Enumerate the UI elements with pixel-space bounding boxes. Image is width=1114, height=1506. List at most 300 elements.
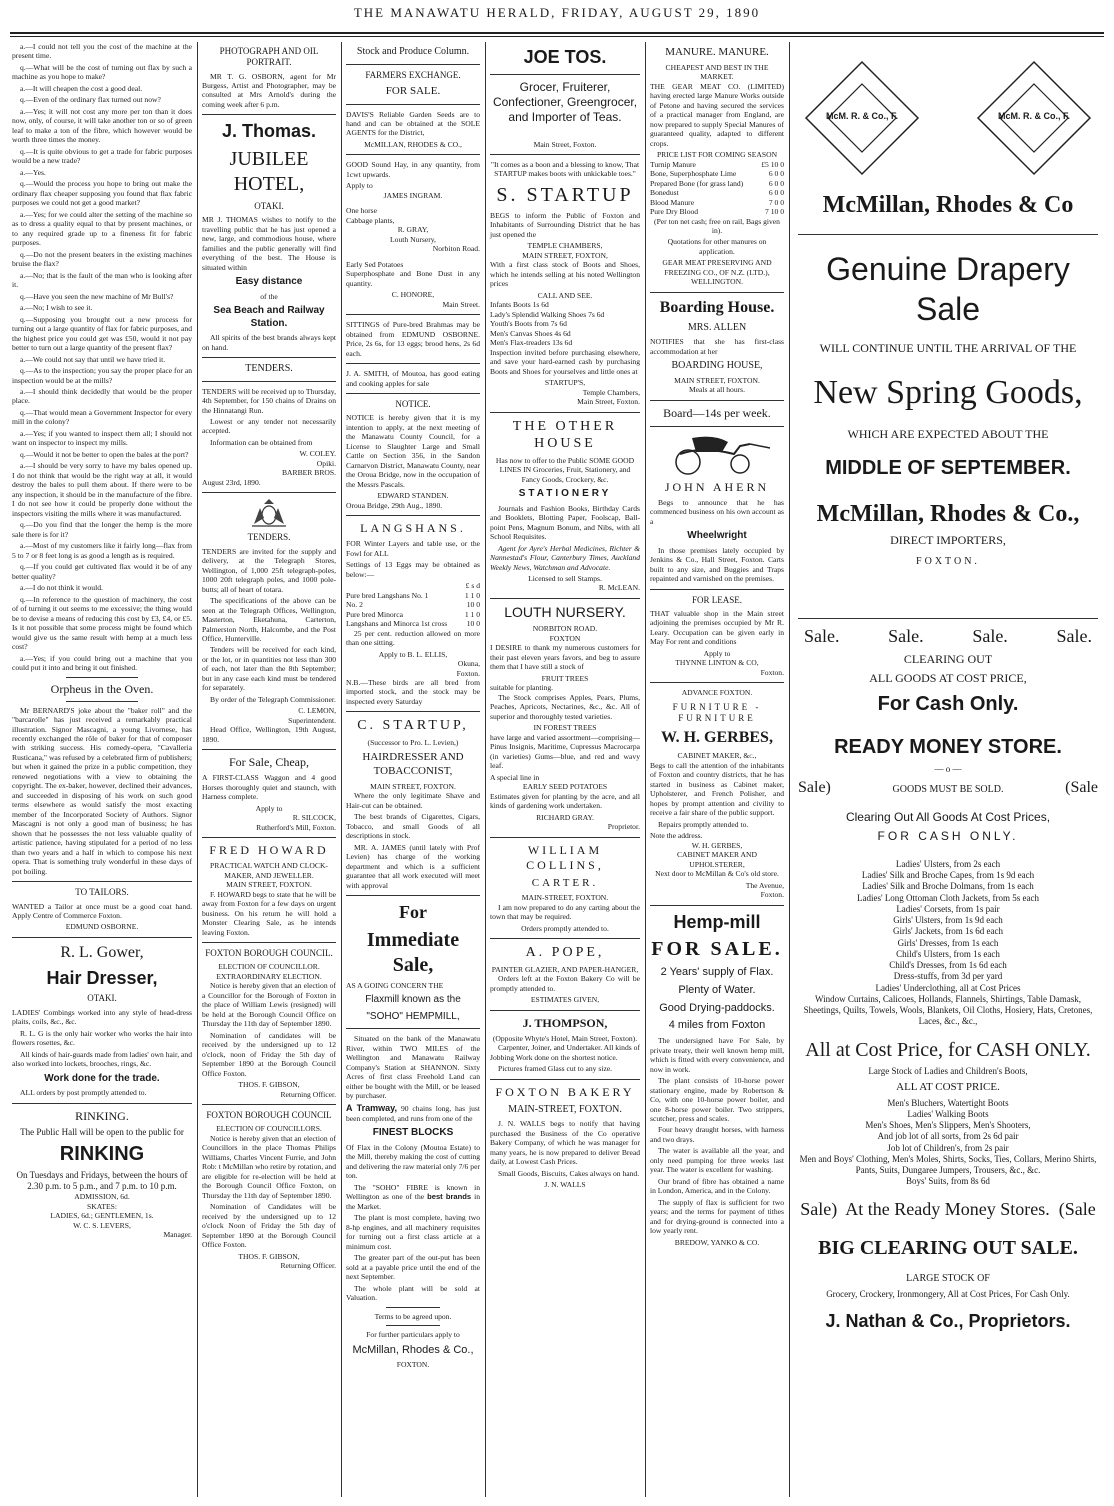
collins-address: MAIN-STREET, FOXTON. (521, 893, 609, 903)
clearance-item: Child's Dresses, from 1s 6d each (889, 960, 1007, 970)
clearance-item: Ladies' Silk and Broche Capes, from 1s 9d each (861, 870, 1035, 880)
tenders-body: TENDERS are invited for the supply and delivery, at the Telegraph Stores, Wellington, of 1,000 25ft telegraph-poles, 1000 20ft telegraph poles, and 1000 pole-butts; all of heart of totara. (202, 546, 336, 594)
hotel-body: MR J. THOMAS wishes to notify to the travelling public that he has just opened a new, large, and commodious house, where families and the public generally will find everything of the best. The House is situated within (202, 215, 336, 272)
tenders-firm: BARBER BROS. (281, 468, 336, 478)
middle-september: MIDDLE OF SEPTEMBER. (825, 456, 1071, 479)
interview-line: q.—That would mean a Government Inspector for every mill in the colony? (12, 407, 192, 427)
clearance-item: Ladies' Ulsters, from 2s each (895, 858, 1001, 869)
interview-line: q.—If you could get cultivated flax would it be of any better quality? (12, 562, 192, 581)
manure-price-row-value: 6 0 0 (768, 178, 784, 188)
langshans-apply: Apply to B. L. ELLIS, (378, 649, 448, 659)
imm-for: For (399, 902, 427, 923)
hotel-of: of the (260, 291, 278, 301)
sale-body: A FIRST-CLASS Waggon and 4 good Horses thoroughly quiet and staunch, with Harness complete. (202, 773, 336, 802)
all-cost-price: All at Cost Price, for CASH ONLY. (805, 1038, 1091, 1061)
lease-body: THAT valuable shop in the Main street adjoining the premises occupied by Mr R. Leary. Occupation can be given early in May For rent and conditions (650, 608, 784, 647)
hemp-title: Hemp-mill (673, 911, 761, 932)
orpheus-body: Mr BERNARD'S joke about the "baker roll" and the "barcarolle" has just received a remarkably practical illustration. Signor Mascagni, a young Livornese, has recently exchanged the rôle of baker for that of composer with striking success. His comedy-opera, "Cavalleria Rusticana," was refused by a celebrated firm of publishers; but when it gained the prize in a public competition, they renewed negotiations with a view to obtaining the copyright. The ex-baker, however, declined their advances, and succeeded in disposing of his work on such good terms elsewhere as would satisfy the most exacting member of the Incorporated Society of Authors. Signor Mascagni is not only a good man of business; he has shown that he possesses the not less valuable quality of artistic patience, having stipulated for a period of no less than two years and a half in which to compose his next opera. That is something truly wonderful in these days of pot boiling. (12, 705, 192, 876)
gerbes-body: Begs to call the attention of the inhabitants of Foxton and country districts, that he has started in business as Cabinet maker, Upholsterer, and French Polisher, and hopes by prompt attention and civility to receive a fair share of the public support. (650, 760, 784, 818)
interview-line: a.—Yes; if you wanted to inspect them all; I should not want on inspector to inspect my mills. (12, 428, 192, 448)
other-house-title: THE OTHER HOUSE (512, 418, 618, 452)
council-text: Nomination of Candidates will be received by the undersigned up to 12 o'clock Noon of Friday the 5th day of September 1890 at the Borough Council Office Foxton. (202, 1202, 336, 1250)
pope-trade: PAINTER GLAZIER, AND PAPER-HANGER, (491, 964, 639, 974)
howard-trade: PRACTICAL WATCH AND CLOCK-MAKER, AND JEWELLER. (210, 861, 328, 880)
howard-name: FRED HOWARD (209, 843, 329, 858)
potato-text: Superphosphate and Bone Dust in any quantity. (346, 269, 480, 288)
manure-price-table (650, 160, 784, 217)
tenders-title: TENDERS. (245, 363, 293, 375)
council-sign: THOS. F. GIBSON, (238, 1251, 300, 1261)
big-clearing: BIG CLEARING OUT SALE. (818, 1237, 1078, 1259)
divider (346, 154, 480, 155)
langshans-currency-header: £ s d (465, 581, 480, 591)
langshans-price-row (346, 610, 480, 619)
clearing-cost: Clearing Out All Goods At Cost Prices, (845, 809, 1051, 824)
joe-trade: Grocer, Fruiterer, Confectioner, Greengrocer, and Importer of Teas. (492, 79, 638, 124)
imm-soho: "SOHO" HEMPMILL, (366, 1010, 460, 1022)
rinking-big: RINKING (59, 1142, 145, 1165)
manure-price-row (650, 179, 784, 188)
column-title: Stock and Produce Column. (356, 46, 470, 57)
manure-body: THE GEAR MEAT CO. (LIMITED) having erected large Manure Works outside of Petone and having secured the services of a practical manager from England, are now prepared to supply Special Manures of guaranteed quality, adapted to different crops. (650, 81, 784, 148)
clearance-item: Girls' Dresses, from 1s each (897, 937, 999, 948)
lease-firm: THYNNE LINTON & CO, (675, 658, 759, 668)
gower-text: R. L. G is the only hair worker who works the hair into flowers rosettes, &c. (12, 1028, 192, 1048)
startup-address: MAIN STREET, FOXTON, (522, 250, 608, 260)
langshans-place: Foxton. (456, 668, 480, 678)
langshans-price-row-value: 10 0 (466, 600, 480, 610)
council-title: FOXTON BOROUGH COUNCIL. (205, 948, 333, 959)
sale-word: Sale. (804, 626, 840, 646)
clearance-item: Girls' Ulsters, from 1s 9d each (893, 915, 1003, 925)
interview-line: q.—What will be the cost of turning out flax by such a machine as you hope to make? (12, 62, 192, 82)
forsale-title: FOR SALE. (385, 84, 441, 97)
clearance-item: Men's Shoes, Men's Slippers, Men's Shooters, (865, 1120, 1031, 1130)
tenders-text: By order of the Telegraph Commissioner. (210, 694, 336, 704)
masthead-rule-thin (10, 36, 1104, 37)
logo-text: McM. R. & Co., F. (998, 111, 1070, 121)
tenders-date: Head Office, Wellington, 19th August, 1890. (202, 725, 336, 744)
boot-price: Youth's Boots from 7s 6d (490, 319, 567, 329)
masthead-rule (10, 32, 1104, 34)
louth-forest: IN FOREST TREES (533, 723, 597, 733)
louth-text: suitable for planting. (490, 683, 554, 693)
photo-title: PHOTOGRAPH AND OIL PORTRAIT. (219, 46, 319, 68)
divider (490, 837, 640, 838)
interview-line: q.—As to the inspection; you say the proper place for an inspection would be at the mills? (12, 366, 192, 385)
divider (12, 937, 192, 938)
gerbes-note: Note the address. (650, 831, 703, 841)
thomas-name: J. Thomas. (221, 121, 317, 142)
divider (490, 74, 640, 75)
allgoods-text: ALL GOODS AT COST PRICE, (869, 670, 1027, 685)
boarding-address: MAIN STREET, FOXTON. (674, 375, 760, 385)
divider (66, 701, 138, 702)
gerbes-text: Next door to McMillan & Co's old store. (655, 869, 779, 879)
startup-body: BEGS to inform the Public of Foxton and Inhabitants of Surrounding District that he has just opened the (490, 210, 640, 239)
divider (202, 749, 336, 750)
boots-text: ALL AT COST PRICE. (896, 1080, 1000, 1093)
divider (202, 381, 336, 382)
firm-name: McMillan, Rhodes & Co., (816, 500, 1080, 527)
langshans-price-row-label: Pure bred Langshans No. 1 (346, 590, 429, 600)
langshans-text: 25 per cent. reduction allowed on more than one sitting. (346, 628, 480, 648)
louth-title: LOUTH NURSERY. (504, 603, 626, 620)
divider (650, 400, 784, 401)
interview-line: q.—Would it not be better to open the bales at the port? (20, 449, 189, 459)
clearance-item: And job lot of all sorts, from 2s 6d pair (877, 1131, 1019, 1142)
hotel-easy: Easy distance (235, 276, 303, 288)
divider (12, 1103, 192, 1104)
tenders-text: Tenders will be received for each kind, or the lot, or in quantities not less than 300 of each, not later than the 8th September; but in any case each kind must be tendered for separately. (202, 645, 336, 693)
sale-word: Sale. (1056, 626, 1092, 646)
council-sign: THOS. F. GIBSON, (238, 1080, 300, 1090)
pope-estimates: ESTIMATES GIVEN, (530, 995, 600, 1005)
cabbage-text: Cabbage plants, (346, 215, 395, 225)
joe-title: JOE TOS. (523, 47, 607, 67)
interview-line: a.—Most of my customers like it fairly long—flax from 5 to 7 or 8 feet long is as good a length as is required. (12, 541, 192, 560)
gerbes-title: W. H. GERBES, (661, 729, 773, 747)
council-role: Returning Officer. (280, 1261, 336, 1271)
divider (490, 412, 640, 413)
boot-price: Men's Canvas Shoes 4s 6d (490, 328, 571, 338)
brahma-body: SITTINGS of Pure-bred Brahmas may be obtained from EDMUND OSBORNE. Price, 2s 6s, for 13 eggs; brood hens, 2s 6d each. (346, 320, 480, 358)
divider (490, 938, 640, 939)
divider (346, 515, 480, 516)
louth-early: EARLY SEED POTATOES (522, 782, 608, 792)
manure-price-row (650, 207, 784, 216)
clearance-items (798, 859, 1098, 1028)
cabbage-name: R. GRAY, (397, 225, 429, 235)
clearance-item: Boys' Suits, from 8s 6d (906, 1176, 990, 1187)
hay-name: JAMES INGRAM. (383, 190, 443, 200)
expected-text: WHICH ARE EXPECTED ABOUT THE (847, 426, 1049, 441)
other-house-body: Has now to offer to the Public SOME GOOD LINES IN Groceries, Fruit, Stationery, and Fancy Goods, Crockery, &c. (495, 455, 635, 484)
imm-text: The "SOHO" FIBRE is known in Wellington as one of the (346, 1182, 480, 1202)
interview-line: q.—Even of the ordinary flax turned out now? (20, 95, 161, 105)
must-be-sold: GOODS MUST BE SOLD. (892, 783, 1004, 795)
sale-name: R. SILCOCK, (292, 813, 336, 823)
divider (386, 1325, 440, 1326)
manure-price-row-label: Blood Manure (650, 197, 695, 207)
council-sub: ELECTION OF COUNCILLORS. (216, 1124, 322, 1134)
logo-text: McM. R. & Co., F. (826, 111, 898, 121)
interview-line: a.—I should be very sorry to have my bales opened up. I do not think that would be the right way at all, it would destroy the bales to pull them about. If there were to be any inspection, it should be in the manufacture of the fibre. I do not see how it could be properly done without the inspectors visiting the mills where it was manufactured. (12, 461, 192, 518)
thompson-sub: (Opposite Whyte's Hotel, Main Street, Foxton). (492, 1033, 638, 1043)
flax-interview (12, 42, 192, 673)
clearance-item: Dress-stuffs, from 3d per yard (893, 971, 1003, 982)
boarding-house: BOARDING HOUSE, (671, 360, 763, 372)
divider (650, 905, 784, 906)
howard-body: F. HOWARD begs to state that he will be away from Foxton for a few days on urgent business. On his return he will hold a Monster Clearing Sale, as he intends leaving Foxton. (202, 889, 336, 937)
tailors-sign: EDMUND OSBORNE. (65, 922, 139, 932)
imm-text: The greater part of the out-put has been sold at a payable price until the end of the next September. (346, 1253, 480, 1282)
imm-terms: Terms to be agreed upon. (374, 1311, 452, 1321)
interview-line: q.—It is quite obvious to get a trade for fabric purposes would be a new trade? (12, 146, 192, 166)
rinking-role: Manager. (163, 1230, 192, 1240)
startup-quote: "It comes as a boon and a blessing to know, That STARTUP makes boots with unkickable toes." (490, 159, 640, 179)
tenders-name: W. COLEY. (299, 449, 336, 459)
sale-row (798, 625, 1098, 648)
tenders-body: TENDERS will be received up to Thursday, 4th September, for 150 chains of Drains on the Hinnatangi Run. (202, 386, 336, 415)
tenders-date: August 23rd, 1890. (202, 477, 261, 487)
notice-date: Oroua Bridge, 29th Aug., 1890. (346, 500, 443, 510)
manure-price-row-value: 6 0 0 (768, 188, 784, 198)
louth-place: FOXTON (549, 633, 581, 643)
potato-name: C. HONORE, (391, 290, 435, 300)
column-1 (8, 42, 196, 1497)
imm-tramway: A Tramway, (346, 1102, 398, 1113)
imm-text: 90 chains long, has just been completed, and runs from one of the (346, 1103, 480, 1123)
langshans-price-row-value: 1 1 0 (464, 590, 480, 600)
bakery-text: Small Goods, Biscuits, Cakes always on hand. (498, 1168, 640, 1178)
langshans-price-row-label: Langshans and Minorca 1st cross (346, 619, 448, 629)
column-4 (486, 42, 644, 1497)
cabbage-place: Louth Nursery, (390, 234, 436, 244)
tenders-name: C. LEMON, (298, 706, 336, 716)
interview-line: a.—Yes. (20, 167, 46, 177)
lease-title: FOR LEASE. (691, 594, 742, 605)
firm-logo (802, 58, 922, 178)
louth-text: Estimates given for planting by the acre, and all kinds of gardening work undertaken. (490, 791, 640, 811)
collins-text: Orders promptly attended to. (521, 923, 609, 933)
bakery-address: MAIN-STREET, FOXTON. (508, 1103, 622, 1115)
divider (346, 314, 480, 315)
boarding-name: MRS. ALLEN (687, 321, 747, 333)
council-text: Nomination of candidates will be received by the undersigned up to 12 o'clock, noon of Friday the 5th day of September 1890 at the Borough Council Office Foxton. (202, 1030, 336, 1078)
sale-paren: Sale) (798, 778, 831, 796)
manure-sub: CHEAPEST AND BEST IN THE MARKET. (665, 62, 769, 82)
column-6-advertisement (790, 42, 1106, 1497)
tenders-text: The specifications of the above can be seen at the Telegraph Offices, Wellington, Masterton, Eketahuna, Carterton, Palmerston North, Halcombe, and the Post Office, Hunterville. (202, 596, 336, 643)
rinking-skates-heading: SKATES: (87, 1201, 117, 1211)
manure-price-row-label: Pure Dry Blood (650, 207, 699, 217)
divider (202, 114, 336, 115)
tenders-place: Opiki. (316, 458, 336, 468)
hay-body: GOOD Sound Hay, in any quantity, from 1cwt upwards. (346, 160, 480, 179)
imm-text: The whole plant will be sold at Valuation. (346, 1283, 480, 1303)
louth-text: A special line in (490, 772, 540, 782)
startup-sign: Temple Chambers, (582, 387, 640, 397)
imm-text: Of Flax in the Colony (Moutoa Estate) to the Mill, thereby making the cost of cutting and delivering the raw material only 7/6 per ton. (346, 1142, 480, 1181)
boots-text: Large Stock of Ladies and Children's Boots, (868, 1065, 1028, 1076)
interview-line: a.—No; that is the fault of the man who is looking after it. (12, 270, 192, 290)
sale-word: Sale. (888, 626, 924, 646)
imm-text: The plant is most complete, having two 8-hp engines, and all machinery requisites for turning out a first class article at a minimum cost. (346, 1213, 480, 1251)
sale-title: For Sale, Cheap, (229, 755, 309, 770)
clearance-item: Job lot of Children's, from 2s pair (887, 1142, 1009, 1153)
notice-name: EDWARD STANDEN. (377, 491, 449, 501)
thompson-body: Carpenter, Joiner, and Undertaker. All kinds of Jobbing Work done on the shortest notice. (490, 1043, 640, 1062)
advance-foxton: ADVANCE FOXTON. (681, 688, 753, 698)
divider (202, 942, 336, 943)
hemp-sign: BREDOW, YANKO & CO. (674, 1237, 760, 1247)
imm-particulars: For further particulars apply to (366, 1330, 460, 1340)
gerbes-avenue: The Avenue, (745, 880, 784, 890)
hemp-feature: Plenty of Water. (678, 983, 756, 996)
cash-only-caps: FOR CASH ONLY. (877, 828, 1019, 843)
pope-title: A. POPE, (525, 945, 605, 961)
collins-title: WILLIAM COLLINS, (526, 842, 604, 872)
startup-body: Where the only legitimate Shave and Hair-cut can be obtained. (346, 791, 480, 810)
imm-firm: McMillan, Rhodes & Co., (352, 1343, 474, 1356)
divider (490, 1010, 640, 1011)
manure-price-row-label: Turnip Manure (650, 159, 696, 169)
council-body: Notice is hereby given that an election of a Councillor for the Borough of Foxton in the place of William Lewis (resigned) will be held at the Borough Council Office on Thursday the 11th day of September 1890. (202, 981, 336, 1029)
divider (346, 104, 480, 105)
startup-text: With a first class stock of Boots and Shoes, which he intends selling at his noted Wellington prices (490, 260, 640, 289)
startup-sign: Main Street, Foxton. (577, 397, 640, 407)
clearance-item: Child's Ulsters, from 1s each (896, 948, 1000, 959)
cash-only: For Cash Only. (877, 692, 1019, 715)
hemp-text: Our brand of fibre has obtained a name in London, America, and in the Colony. (650, 1176, 784, 1196)
gower-trade: Hair Dresser, (46, 967, 158, 988)
collins-trade: CARTER. (531, 876, 599, 889)
imm-text: in the Market. (346, 1192, 481, 1211)
boarding-rate: Board—14s per week. (663, 405, 771, 420)
rinking-text: The Public Hall will be open to the public for (20, 1126, 184, 1137)
rinking-hours: On Tuesdays and Fridays, between the hours of 2.30 p.m. to 5 p.m., and 7 p.m. to 10 p.m. (16, 1169, 188, 1192)
hemp-text: The supply of flax is sufficient for two years; and the terms for payment of tithes and for drying-ground is connected into a low yearly rent. (650, 1197, 784, 1236)
divider (346, 393, 480, 394)
photo-body: MR T. G. OSBORN, agent for Mr Burgess, Artist and Photographer, may be consulted at Mrs Arnold's during the coming week after 6 p.m. (202, 71, 336, 109)
sale-paren: (Sale (1065, 778, 1098, 796)
langshans-price-row-value: 1 1 0 (464, 609, 480, 619)
hemp-text: The plant consists of 10-horse power stationary engine, made by Robertson & Co, with one 10-horse power boiler, and one 8-horse power boiler. Two strippers, scutcher, press and scales. (650, 1076, 784, 1123)
louth-road: NORBITON ROAD. (532, 624, 598, 634)
council-title: FOXTON BOROUGH COUNCIL (206, 1110, 332, 1121)
gower-text: LADIES' Combings worked into any style of head-dress plaits, coils, &c., &c. (12, 1007, 192, 1027)
tailors-body: WANTED a Tailor at once must be a good coat hand. Apply Centre of Commerce Foxton. (12, 901, 192, 920)
langshans-price-row-label: Pure bred Minorca (346, 609, 403, 619)
manure-price-row-value: 7 0 0 (768, 197, 784, 207)
divider (490, 154, 640, 155)
potato-text: Early Sed Potatoes (346, 259, 404, 269)
clearance-item: Ladies' Corsets, from 1s pair (896, 903, 1000, 914)
langshans-price-row-value: 10 0 (466, 619, 480, 629)
gerbes-text: Repairs promptly attended to. (658, 819, 749, 829)
interview-line: a.—Yes; if you could bring out a machine that you could put it into and bring it out finished. (12, 653, 192, 673)
hotel-name: JUBILEE HOTEL, (229, 147, 309, 195)
divider (346, 1028, 480, 1029)
gower-bold: Work done for the trade. (44, 1072, 160, 1084)
divider (386, 1307, 440, 1308)
council-sub: ELECTION OF COUNCILLOR. (218, 962, 320, 972)
manure-firm: GEAR MEAT PRESERVING AND FREEZING CO., OF N.Z. (LTD.), WELLINGTON. (662, 258, 772, 287)
startup-title: C. STARTUP, (357, 718, 469, 734)
interview-line: a.—Yes; for we could alter the setting of the machine so as to dress a quality equal to that by present machines, or to any required grade up to a fineness fit for fabric purposes. (12, 209, 192, 248)
clearance-item: Girls' Jackets, from 1s 6d each (892, 926, 1004, 937)
startup-text: Inspection invited before purchasing elsewhere, and save your hard-earned cash by purchasing Boots and Shoes for yourselves and little ones at (490, 347, 640, 376)
manure-price-row (650, 198, 784, 207)
manure-price-row-value: £5 10 0 (761, 159, 784, 169)
firm-name: McMillan, Rhodes & Co (822, 192, 1074, 218)
divider (346, 64, 480, 65)
hemp-feature: Good Drying-paddocks. (659, 1001, 775, 1014)
interview-line: a.—I could not tell you the cost of the machine at the present time. (12, 42, 192, 61)
interview-line: a.—We could not say that until we have tried it. (20, 354, 166, 364)
masthead: THE MANAWATU HERALD, FRIDAY, AUGUST 29, 1890 (353, 5, 761, 20)
bakery-body: J. N. WALLS begs to notify that having purchased the Business of the Co operative Bakery Company, of which he was manager for many years, he is now prepared to deliver Bread daily, at Lowest Cash Prices. (490, 1119, 640, 1167)
stationery-title: STATIONERY (518, 488, 612, 500)
ready-money-store: READY MONEY STORE. (834, 735, 1062, 758)
manure-price-row-value: 6 0 0 (768, 169, 784, 179)
stationery-agent: Agent for Ayre's Herbal Medicines, Richter & Nannestad's Flour, Canterbury Times, Auckland Weekly News, Watchman and Advocate. (490, 543, 640, 572)
thompson-title: J. THOMPSON, (522, 1015, 608, 1030)
exchange-title: FARMERS EXCHANGE. (365, 69, 461, 80)
rinking-sign: W. C. S. LEVERS, (73, 1220, 131, 1230)
tenders-text: Information can be obtained from (210, 437, 313, 447)
clearance-item: Ladies' Walking Boots (907, 1108, 989, 1119)
boot-price: Infants Boots 1s 6d (490, 300, 549, 310)
davis-body: DAVIS'S Reliable Garden Seeds are to hand and can be obtained at the SOLE AGENTS for the District, (346, 109, 480, 138)
ready-money-line: Sale) At the Ready Money Stores. (Sale (800, 1198, 1096, 1219)
startup-call: CALL AND SEE. (537, 290, 593, 300)
gerbes-place: Foxton. (760, 890, 784, 900)
interview-line: a.—No; I wish to see it. (20, 303, 93, 313)
manure-price-row (650, 160, 784, 169)
potato-place: Main Street. (442, 299, 480, 309)
divider (202, 1104, 336, 1105)
startup-chambers: TEMPLE CHAMBERS, (527, 241, 603, 251)
manure-price-row (650, 188, 784, 197)
smith-body: J. A. SMITH, of Moutoa, has good eating and cooking apples for sale (346, 369, 480, 388)
interview-line: a.—I do not think it would. (20, 583, 103, 593)
howard-address: MAIN STREET, FOXTON. (226, 880, 312, 890)
louth-body: I DESIRE to thank my numerous customers for their past eleven years favors, and beg to assure them that I have still a stock of (490, 643, 640, 672)
cabbage-place: Norbiton Road. (432, 244, 480, 254)
cabbage-text: One horse (346, 206, 377, 216)
startup-sign: STARTUP'S, (544, 378, 586, 388)
sale-word: Sale. (972, 626, 1008, 646)
divider (12, 881, 192, 882)
column-2 (198, 42, 340, 1497)
clearance-item: Ladies' Underclothing, all at Cost Prices (875, 982, 1021, 993)
manure-title: MANURE. MANURE. (665, 46, 769, 58)
joe-address: Main Street, Foxton. (533, 139, 597, 149)
ahern-text: In those premises lately occupied by Jenkins & Co., Hall Street, Foxton. Carts built to any size, and Buggies and Traps repainted and varnished on the premises. (650, 545, 784, 584)
rinking-admission: ADMISSION, 6d. (74, 1192, 130, 1202)
tenders-role: Superintendent. (288, 715, 336, 725)
foxton-text: FOXTON. (916, 555, 980, 567)
interview-line: a.—Yes; it will not cost any more per ton than it does now, only, of course, it will take another ton or so of green leaf to make a ton of the fibre, which however would be worth three times the money. (12, 106, 192, 145)
imm-best: best brands (427, 1192, 472, 1202)
sale-apply: Apply to (255, 803, 283, 813)
langshans-body: FOR Winter Layers and table use, or the Fowl for ALL (346, 539, 480, 558)
manure-price-row-label: Bone, Superphosphate Lime (650, 169, 737, 179)
boot-price-list (490, 300, 640, 347)
louth-role: Proprietor. (607, 822, 640, 832)
louth-sign: RICHARD GRAY. (536, 812, 594, 822)
ahern-body: Begs to announce that he has commenced business on his own account as a (650, 497, 784, 526)
clearing-text: CLEARING OUT (903, 651, 993, 666)
spring-heading: New Spring Goods, (813, 374, 1083, 411)
manure-price-row-label: Prepared Bone (for grass land) (650, 178, 744, 188)
manure-price-heading: PRICE LIST FOR COMING SEASON (656, 150, 778, 160)
divider (650, 426, 784, 427)
interview-line: q.—In reference to the question of machinery, the cost of of turning it out seems to me excessive; the thing would be to devise a means of reducing this cost by £3, £4, or £5. Is it not possible that some process might be found which would give us the same result with hemp at a much less cost? (12, 594, 192, 652)
interview-line: a.—It will cheapen the cost a good deal. (20, 83, 143, 93)
notice-title: NOTICE. (395, 399, 431, 410)
interview-line: a.—I should think decidedly that would be the proper place. (12, 386, 192, 406)
langshans-price-row (346, 591, 480, 600)
bakery-sign: J. N. WALLS (544, 1180, 586, 1190)
divider (650, 292, 784, 293)
interview-line: q.—Would the process you hope to bring out make the ordinary flax cheaper supposing you found that flax fabric purposes we could not get a good market? (12, 179, 192, 208)
hemp-text: Four heavy draught horses, with harness and two drays. (650, 1125, 784, 1144)
clearance-items (798, 1098, 1098, 1188)
hemp-text: The water is available all the year, and only need pumping for three weeks last year. The water is excellent for washing. (650, 1146, 784, 1175)
